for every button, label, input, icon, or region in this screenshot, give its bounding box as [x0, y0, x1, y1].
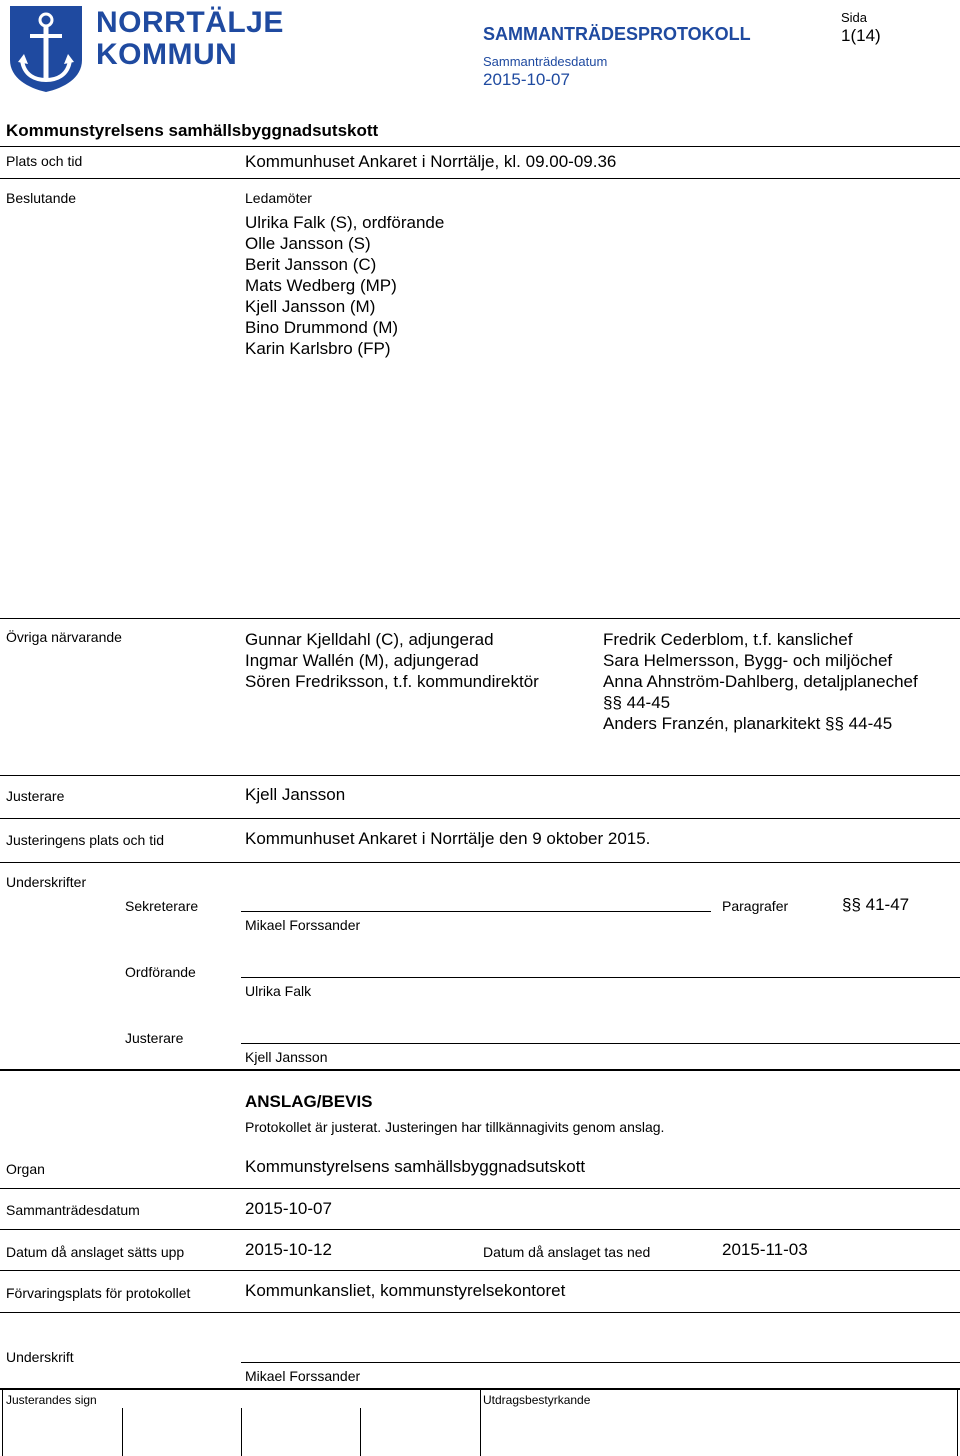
divider: [0, 618, 960, 619]
organ-value: Kommunstyrelsens samhällsbyggnadsutskott: [245, 1157, 586, 1176]
doc-title: SAMMANTRÄDESPROTOKOLL: [483, 24, 751, 44]
member-item: Kjell Jansson (M): [245, 297, 376, 316]
posted-label: Datum då anslaget sätts upp: [6, 1244, 185, 1260]
divider: [0, 1312, 960, 1313]
member-item: Bino Drummond (M): [245, 318, 399, 337]
attendee-item: Fredrik Cederblom, t.f. kanslichef: [603, 630, 853, 649]
extract-cert-label: Utdragsbestyrkande: [483, 1393, 591, 1407]
anchor-shield-icon: [6, 2, 86, 94]
secretary-label: Sekreterare: [125, 898, 199, 914]
logo-emblem: [6, 2, 86, 94]
meeting-date2-value: 2015-10-07: [245, 1199, 332, 1218]
meeting-date-value: 2015-10-07: [483, 70, 570, 89]
removed-value: 2015-11-03: [722, 1240, 808, 1259]
divider: [0, 178, 960, 179]
member-item: Olle Jansson (S): [245, 234, 371, 253]
signature-line: [241, 1362, 960, 1363]
storage-value: Kommunkansliet, kommunstyrelsekontoret: [245, 1281, 566, 1300]
page-label: Sida: [841, 10, 868, 25]
logo-line2: KOMMUN: [96, 38, 238, 71]
attendee-item: Ingmar Wallén (M), adjungerad: [245, 651, 479, 670]
attendee-item: Anna Ahnström-Dahlberg, detaljplanechef: [603, 672, 918, 691]
adjust-place-value: Kommunhuset Ankaret i Norrtälje den 9 oktober 2015.: [245, 829, 651, 848]
sign-box-divider: [2, 1390, 3, 1456]
divider: [0, 862, 960, 863]
sign-box-divider: [122, 1408, 123, 1456]
adjusters-sign-label: Justerandes sign: [6, 1393, 97, 1407]
others-present-label: Övriga närvarande: [6, 629, 122, 645]
attendee-item: Gunnar Kjelldahl (C), adjungerad: [245, 630, 494, 649]
signature-line: [241, 977, 960, 978]
attendee-item: Sören Fredriksson, t.f. kommundirektör: [245, 672, 539, 691]
chair-label: Ordförande: [125, 964, 196, 980]
signature-name: Mikael Forssander: [245, 1368, 361, 1384]
decision-makers-label: Beslutande: [6, 190, 77, 206]
page-number: 1(14): [841, 26, 881, 45]
notice-heading: ANSLAG/BEVIS: [245, 1092, 373, 1111]
members-list: [245, 212, 444, 359]
sig-adjuster-label: Justerare: [125, 1030, 184, 1046]
meeting-date2-label: Sammanträdesdatum: [6, 1202, 140, 1218]
signature-line: [241, 1043, 960, 1044]
storage-label: Förvaringsplats för protokollet: [6, 1285, 191, 1301]
divider: [0, 146, 960, 147]
place-time-value: Kommunhuset Ankaret i Norrtälje, kl. 09.00-09.36: [245, 152, 617, 171]
sign-box-divider: [360, 1408, 361, 1456]
divider: [0, 1229, 960, 1230]
meeting-date-label: Sammanträdesdatum: [483, 54, 608, 69]
member-item: Berit Jansson (C): [245, 255, 377, 274]
committee-name: Kommunstyrelsens samhällsbyggnadsutskott: [6, 121, 379, 140]
paragraphs-value: §§ 41-47: [842, 895, 910, 914]
member-item: Ulrika Falk (S), ordförande: [245, 213, 445, 232]
members-subheading: Ledamöter: [245, 190, 312, 206]
divider: [0, 1188, 960, 1189]
signatures-label: Underskrifter: [6, 874, 87, 890]
adjuster-value: Kjell Jansson: [245, 785, 346, 804]
signature-label: Underskrift: [6, 1349, 74, 1365]
attendee-item: §§ 44-45: [603, 693, 671, 712]
adjuster-label: Justerare: [6, 788, 65, 804]
signature-line: [241, 911, 711, 912]
posted-value: 2015-10-12: [245, 1240, 332, 1259]
attendee-item: Sara Helmersson, Bygg- och miljöchef: [603, 651, 893, 670]
member-item: Karin Karlsbro (FP): [245, 339, 391, 358]
divider: [0, 775, 960, 776]
logo-line1: NORRTÄLJE: [96, 6, 284, 39]
attendee-item: Anders Franzén, planarkitekt §§ 44-45: [603, 714, 893, 733]
secretary-name: Mikael Forssander: [245, 917, 361, 933]
others-col1: [245, 629, 539, 692]
sig-adjuster-name: Kjell Jansson: [245, 1049, 328, 1065]
notice-text: Protokollet är justerat. Justeringen har tillkännagivits genom anslag.: [245, 1119, 665, 1135]
removed-label: Datum då anslaget tas ned: [483, 1244, 651, 1260]
paragraphs-label: Paragrafer: [722, 898, 789, 914]
chair-name: Ulrika Falk: [245, 983, 312, 999]
sign-box-divider: [480, 1390, 481, 1456]
divider: [0, 1270, 960, 1271]
others-col2: [603, 629, 918, 734]
adjust-place-label: Justeringens plats och tid: [6, 832, 164, 848]
place-time-label: Plats och tid: [6, 153, 83, 169]
member-item: Mats Wedberg (MP): [245, 276, 397, 295]
divider: [0, 818, 960, 819]
section-border: [0, 1069, 960, 1071]
organ-label: Organ: [6, 1161, 45, 1177]
sign-box-divider: [957, 1390, 958, 1456]
sign-box-divider: [241, 1408, 242, 1456]
